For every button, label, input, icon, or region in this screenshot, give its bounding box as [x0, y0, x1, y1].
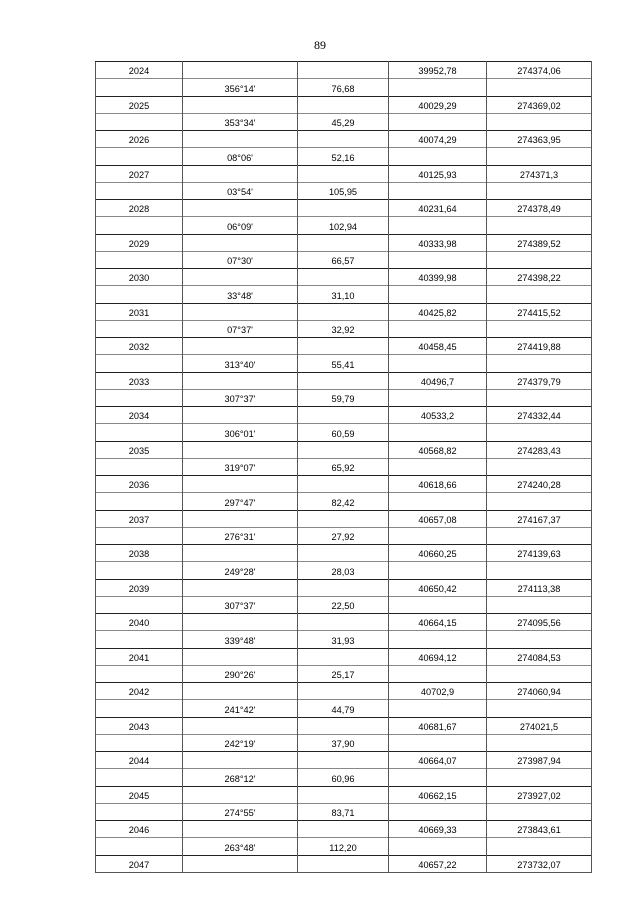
segment-row — [96, 113, 592, 130]
point-number-cell — [96, 217, 183, 234]
segment-row — [96, 562, 592, 579]
point-number-cell — [96, 79, 183, 96]
y-coordinate-cell — [487, 527, 592, 544]
segment-row — [96, 320, 592, 337]
segment-row — [96, 493, 592, 510]
point-number-cell: 2036 — [96, 476, 183, 493]
angle-cell: 274°55' — [183, 803, 298, 820]
length-cell — [298, 786, 389, 803]
angle-cell: 33°48' — [183, 286, 298, 303]
point-number-cell — [96, 182, 183, 199]
angle-cell — [183, 200, 298, 217]
length-cell — [298, 234, 389, 251]
y-coordinate-cell — [487, 79, 592, 96]
x-coordinate-cell: 40125,93 — [389, 165, 487, 182]
x-coordinate-cell — [389, 251, 487, 268]
angle-cell: 356°14' — [183, 79, 298, 96]
length-cell — [298, 441, 389, 458]
point-number-cell: 2027 — [96, 165, 183, 182]
length-cell: 76,68 — [298, 79, 389, 96]
point-number-cell — [96, 148, 183, 165]
segment-row — [96, 389, 592, 406]
angle-cell — [183, 476, 298, 493]
point-number-cell — [96, 251, 183, 268]
angle-cell: 307°37' — [183, 389, 298, 406]
point-number-cell — [96, 631, 183, 648]
length-cell — [298, 62, 389, 79]
x-coordinate-cell: 40458,45 — [389, 338, 487, 355]
x-coordinate-cell — [389, 458, 487, 475]
angle-cell — [183, 338, 298, 355]
length-cell: 52,16 — [298, 148, 389, 165]
point-row — [96, 510, 592, 527]
y-coordinate-cell: 273927,02 — [487, 786, 592, 803]
point-number-cell — [96, 562, 183, 579]
x-coordinate-cell: 40664,07 — [389, 752, 487, 769]
length-cell: 37,90 — [298, 734, 389, 751]
point-number-cell — [96, 665, 183, 682]
angle-cell: 339°48' — [183, 631, 298, 648]
angle-cell: 263°48' — [183, 838, 298, 855]
point-row — [96, 683, 592, 700]
length-cell: 44,79 — [298, 700, 389, 717]
length-cell — [298, 579, 389, 596]
y-coordinate-cell: 274021,5 — [487, 717, 592, 734]
angle-cell: 306°01' — [183, 424, 298, 441]
length-cell: 31,10 — [298, 286, 389, 303]
x-coordinate-cell: 40568,82 — [389, 441, 487, 458]
point-row — [96, 165, 592, 182]
point-row — [96, 303, 592, 320]
y-coordinate-cell: 274415,52 — [487, 303, 592, 320]
point-number-cell: 2025 — [96, 96, 183, 113]
point-row — [96, 579, 592, 596]
point-row — [96, 234, 592, 251]
length-cell: 60,59 — [298, 424, 389, 441]
y-coordinate-cell: 274374,06 — [487, 62, 592, 79]
angle-cell — [183, 579, 298, 596]
y-coordinate-cell — [487, 803, 592, 820]
length-cell — [298, 476, 389, 493]
point-number-cell — [96, 458, 183, 475]
angle-cell: 319°07' — [183, 458, 298, 475]
segment-row — [96, 424, 592, 441]
segment-row — [96, 458, 592, 475]
point-row — [96, 821, 592, 838]
y-coordinate-cell — [487, 389, 592, 406]
y-coordinate-cell — [487, 182, 592, 199]
y-coordinate-cell — [487, 424, 592, 441]
length-cell — [298, 372, 389, 389]
length-cell — [298, 131, 389, 148]
length-cell: 55,41 — [298, 355, 389, 372]
coordinates-table — [95, 61, 592, 873]
y-coordinate-cell: 273987,94 — [487, 752, 592, 769]
segment-row — [96, 251, 592, 268]
point-number-cell — [96, 355, 183, 372]
y-coordinate-cell: 274139,63 — [487, 545, 592, 562]
point-row — [96, 786, 592, 803]
point-number-cell — [96, 320, 183, 337]
length-cell: 65,92 — [298, 458, 389, 475]
page-number: 89 — [314, 38, 326, 52]
x-coordinate-cell: 40702,9 — [389, 683, 487, 700]
length-cell — [298, 269, 389, 286]
segment-row — [96, 700, 592, 717]
point-number-cell — [96, 803, 183, 820]
length-cell — [298, 165, 389, 182]
point-row — [96, 717, 592, 734]
x-coordinate-cell — [389, 424, 487, 441]
angle-cell: 241°42' — [183, 700, 298, 717]
angle-cell — [183, 717, 298, 734]
length-cell: 112,20 — [298, 838, 389, 855]
x-coordinate-cell — [389, 596, 487, 613]
x-coordinate-cell — [389, 148, 487, 165]
segment-row — [96, 182, 592, 199]
angle-cell: 353°34' — [183, 113, 298, 130]
y-coordinate-cell: 274113,38 — [487, 579, 592, 596]
y-coordinate-cell: 274332,44 — [487, 407, 592, 424]
point-row — [96, 131, 592, 148]
x-coordinate-cell: 40664,15 — [389, 614, 487, 631]
x-coordinate-cell: 40694,12 — [389, 648, 487, 665]
x-coordinate-cell — [389, 355, 487, 372]
length-cell — [298, 648, 389, 665]
point-number-cell: 2047 — [96, 855, 183, 872]
length-cell: 83,71 — [298, 803, 389, 820]
length-cell: 60,96 — [298, 769, 389, 786]
angle-cell: 313°40' — [183, 355, 298, 372]
length-cell: 28,03 — [298, 562, 389, 579]
angle-cell — [183, 372, 298, 389]
x-coordinate-cell: 40333,98 — [389, 234, 487, 251]
angle-cell: 03°54' — [183, 182, 298, 199]
length-cell — [298, 545, 389, 562]
y-coordinate-cell: 273732,07 — [487, 855, 592, 872]
angle-cell — [183, 752, 298, 769]
x-coordinate-cell: 40618,66 — [389, 476, 487, 493]
x-coordinate-cell — [389, 700, 487, 717]
segment-row — [96, 734, 592, 751]
y-coordinate-cell — [487, 562, 592, 579]
point-number-cell — [96, 596, 183, 613]
x-coordinate-cell: 39952,78 — [389, 62, 487, 79]
x-coordinate-cell: 40657,08 — [389, 510, 487, 527]
y-coordinate-cell — [487, 355, 592, 372]
angle-cell: 06°09' — [183, 217, 298, 234]
x-coordinate-cell: 40496,7 — [389, 372, 487, 389]
x-coordinate-cell: 40533,2 — [389, 407, 487, 424]
point-number-cell: 2032 — [96, 338, 183, 355]
y-coordinate-cell — [487, 665, 592, 682]
point-row — [96, 372, 592, 389]
x-coordinate-cell — [389, 493, 487, 510]
point-number-cell: 2041 — [96, 648, 183, 665]
y-coordinate-cell — [487, 286, 592, 303]
point-number-cell: 2042 — [96, 683, 183, 700]
point-row — [96, 476, 592, 493]
segment-row — [96, 527, 592, 544]
x-coordinate-cell — [389, 113, 487, 130]
angle-cell: 08°06' — [183, 148, 298, 165]
angle-cell — [183, 441, 298, 458]
x-coordinate-cell: 40074,29 — [389, 131, 487, 148]
x-coordinate-cell — [389, 182, 487, 199]
angle-cell — [183, 786, 298, 803]
x-coordinate-cell: 40029,29 — [389, 96, 487, 113]
x-coordinate-cell: 40650,42 — [389, 579, 487, 596]
segment-row — [96, 803, 592, 820]
length-cell: 45,29 — [298, 113, 389, 130]
x-coordinate-cell: 40231,64 — [389, 200, 487, 217]
point-row — [96, 752, 592, 769]
y-coordinate-cell: 274084,53 — [487, 648, 592, 665]
x-coordinate-cell — [389, 562, 487, 579]
x-coordinate-cell — [389, 389, 487, 406]
point-row — [96, 200, 592, 217]
angle-cell — [183, 165, 298, 182]
point-number-cell: 2026 — [96, 131, 183, 148]
point-number-cell: 2040 — [96, 614, 183, 631]
x-coordinate-cell — [389, 838, 487, 855]
point-number-cell: 2038 — [96, 545, 183, 562]
point-number-cell — [96, 389, 183, 406]
segment-row — [96, 148, 592, 165]
point-number-cell — [96, 113, 183, 130]
x-coordinate-cell — [389, 286, 487, 303]
point-number-cell — [96, 424, 183, 441]
point-number-cell: 2037 — [96, 510, 183, 527]
point-number-cell: 2034 — [96, 407, 183, 424]
length-cell: 82,42 — [298, 493, 389, 510]
length-cell — [298, 717, 389, 734]
y-coordinate-cell — [487, 458, 592, 475]
segment-row — [96, 838, 592, 855]
angle-cell — [183, 234, 298, 251]
point-number-cell: 2033 — [96, 372, 183, 389]
length-cell: 32,92 — [298, 320, 389, 337]
angle-cell — [183, 131, 298, 148]
segment-row — [96, 665, 592, 682]
y-coordinate-cell: 274363,95 — [487, 131, 592, 148]
length-cell: 27,92 — [298, 527, 389, 544]
angle-cell — [183, 545, 298, 562]
x-coordinate-cell — [389, 665, 487, 682]
point-row — [96, 441, 592, 458]
length-cell — [298, 855, 389, 872]
y-coordinate-cell — [487, 217, 592, 234]
coordinates-table-body — [96, 62, 592, 873]
point-number-cell: 2030 — [96, 269, 183, 286]
y-coordinate-cell: 274389,52 — [487, 234, 592, 251]
point-number-cell — [96, 838, 183, 855]
point-number-cell: 2024 — [96, 62, 183, 79]
angle-cell: 290°26' — [183, 665, 298, 682]
y-coordinate-cell — [487, 700, 592, 717]
segment-row — [96, 769, 592, 786]
segment-row — [96, 286, 592, 303]
x-coordinate-cell — [389, 769, 487, 786]
length-cell — [298, 821, 389, 838]
point-row — [96, 648, 592, 665]
point-number-cell: 2039 — [96, 579, 183, 596]
length-cell — [298, 683, 389, 700]
segment-row — [96, 596, 592, 613]
point-number-cell: 2045 — [96, 786, 183, 803]
x-coordinate-cell — [389, 217, 487, 234]
angle-cell — [183, 821, 298, 838]
y-coordinate-cell — [487, 734, 592, 751]
angle-cell — [183, 269, 298, 286]
y-coordinate-cell: 274379,79 — [487, 372, 592, 389]
point-number-cell: 2043 — [96, 717, 183, 734]
x-coordinate-cell: 40399,98 — [389, 269, 487, 286]
y-coordinate-cell: 274283,43 — [487, 441, 592, 458]
length-cell: 31,93 — [298, 631, 389, 648]
point-row — [96, 269, 592, 286]
point-number-cell: 2035 — [96, 441, 183, 458]
length-cell: 25,17 — [298, 665, 389, 682]
point-row — [96, 855, 592, 872]
y-coordinate-cell — [487, 769, 592, 786]
y-coordinate-cell — [487, 596, 592, 613]
y-coordinate-cell: 274371,3 — [487, 165, 592, 182]
length-cell — [298, 510, 389, 527]
angle-cell — [183, 303, 298, 320]
segment-row — [96, 79, 592, 96]
length-cell: 66,57 — [298, 251, 389, 268]
length-cell — [298, 614, 389, 631]
angle-cell: 242°19' — [183, 734, 298, 751]
point-row — [96, 545, 592, 562]
y-coordinate-cell: 274167,37 — [487, 510, 592, 527]
angle-cell: 249°28' — [183, 562, 298, 579]
x-coordinate-cell — [389, 79, 487, 96]
y-coordinate-cell — [487, 148, 592, 165]
point-number-cell: 2028 — [96, 200, 183, 217]
angle-cell: 07°30' — [183, 251, 298, 268]
point-row — [96, 62, 592, 79]
length-cell — [298, 303, 389, 320]
y-coordinate-cell: 273843,61 — [487, 821, 592, 838]
point-number-cell — [96, 734, 183, 751]
length-cell: 105,95 — [298, 182, 389, 199]
point-row — [96, 407, 592, 424]
segment-row — [96, 217, 592, 234]
point-number-cell — [96, 700, 183, 717]
angle-cell: 276°31' — [183, 527, 298, 544]
x-coordinate-cell: 40425,82 — [389, 303, 487, 320]
angle-cell — [183, 648, 298, 665]
angle-cell — [183, 855, 298, 872]
y-coordinate-cell — [487, 838, 592, 855]
length-cell: 59,79 — [298, 389, 389, 406]
angle-cell — [183, 510, 298, 527]
length-cell: 22,50 — [298, 596, 389, 613]
angle-cell — [183, 62, 298, 79]
x-coordinate-cell — [389, 320, 487, 337]
y-coordinate-cell — [487, 320, 592, 337]
y-coordinate-cell — [487, 493, 592, 510]
angle-cell — [183, 407, 298, 424]
point-number-cell: 2046 — [96, 821, 183, 838]
angle-cell: 268°12' — [183, 769, 298, 786]
y-coordinate-cell: 274095,56 — [487, 614, 592, 631]
point-number-cell — [96, 286, 183, 303]
length-cell — [298, 407, 389, 424]
y-coordinate-cell: 274398,22 — [487, 269, 592, 286]
length-cell — [298, 200, 389, 217]
x-coordinate-cell — [389, 527, 487, 544]
y-coordinate-cell: 274378,49 — [487, 200, 592, 217]
angle-cell: 297°47' — [183, 493, 298, 510]
length-cell — [298, 338, 389, 355]
x-coordinate-cell: 40662,15 — [389, 786, 487, 803]
y-coordinate-cell: 274060,94 — [487, 683, 592, 700]
x-coordinate-cell: 40669,33 — [389, 821, 487, 838]
point-row — [96, 338, 592, 355]
y-coordinate-cell — [487, 251, 592, 268]
point-number-cell — [96, 493, 183, 510]
x-coordinate-cell — [389, 734, 487, 751]
y-coordinate-cell: 274419,88 — [487, 338, 592, 355]
length-cell: 102,94 — [298, 217, 389, 234]
segment-row — [96, 631, 592, 648]
x-coordinate-cell — [389, 803, 487, 820]
point-row — [96, 96, 592, 113]
point-number-cell: 2029 — [96, 234, 183, 251]
x-coordinate-cell — [389, 631, 487, 648]
y-coordinate-cell: 274369,02 — [487, 96, 592, 113]
point-number-cell — [96, 769, 183, 786]
x-coordinate-cell: 40660,25 — [389, 545, 487, 562]
length-cell — [298, 752, 389, 769]
angle-cell: 307°37' — [183, 596, 298, 613]
x-coordinate-cell: 40657,22 — [389, 855, 487, 872]
point-number-cell: 2044 — [96, 752, 183, 769]
point-number-cell — [96, 527, 183, 544]
point-number-cell: 2031 — [96, 303, 183, 320]
segment-row — [96, 355, 592, 372]
point-row — [96, 614, 592, 631]
angle-cell — [183, 683, 298, 700]
x-coordinate-cell: 40681,67 — [389, 717, 487, 734]
y-coordinate-cell: 274240,28 — [487, 476, 592, 493]
y-coordinate-cell — [487, 631, 592, 648]
y-coordinate-cell — [487, 113, 592, 130]
angle-cell — [183, 614, 298, 631]
angle-cell: 07°37' — [183, 320, 298, 337]
length-cell — [298, 96, 389, 113]
angle-cell — [183, 96, 298, 113]
